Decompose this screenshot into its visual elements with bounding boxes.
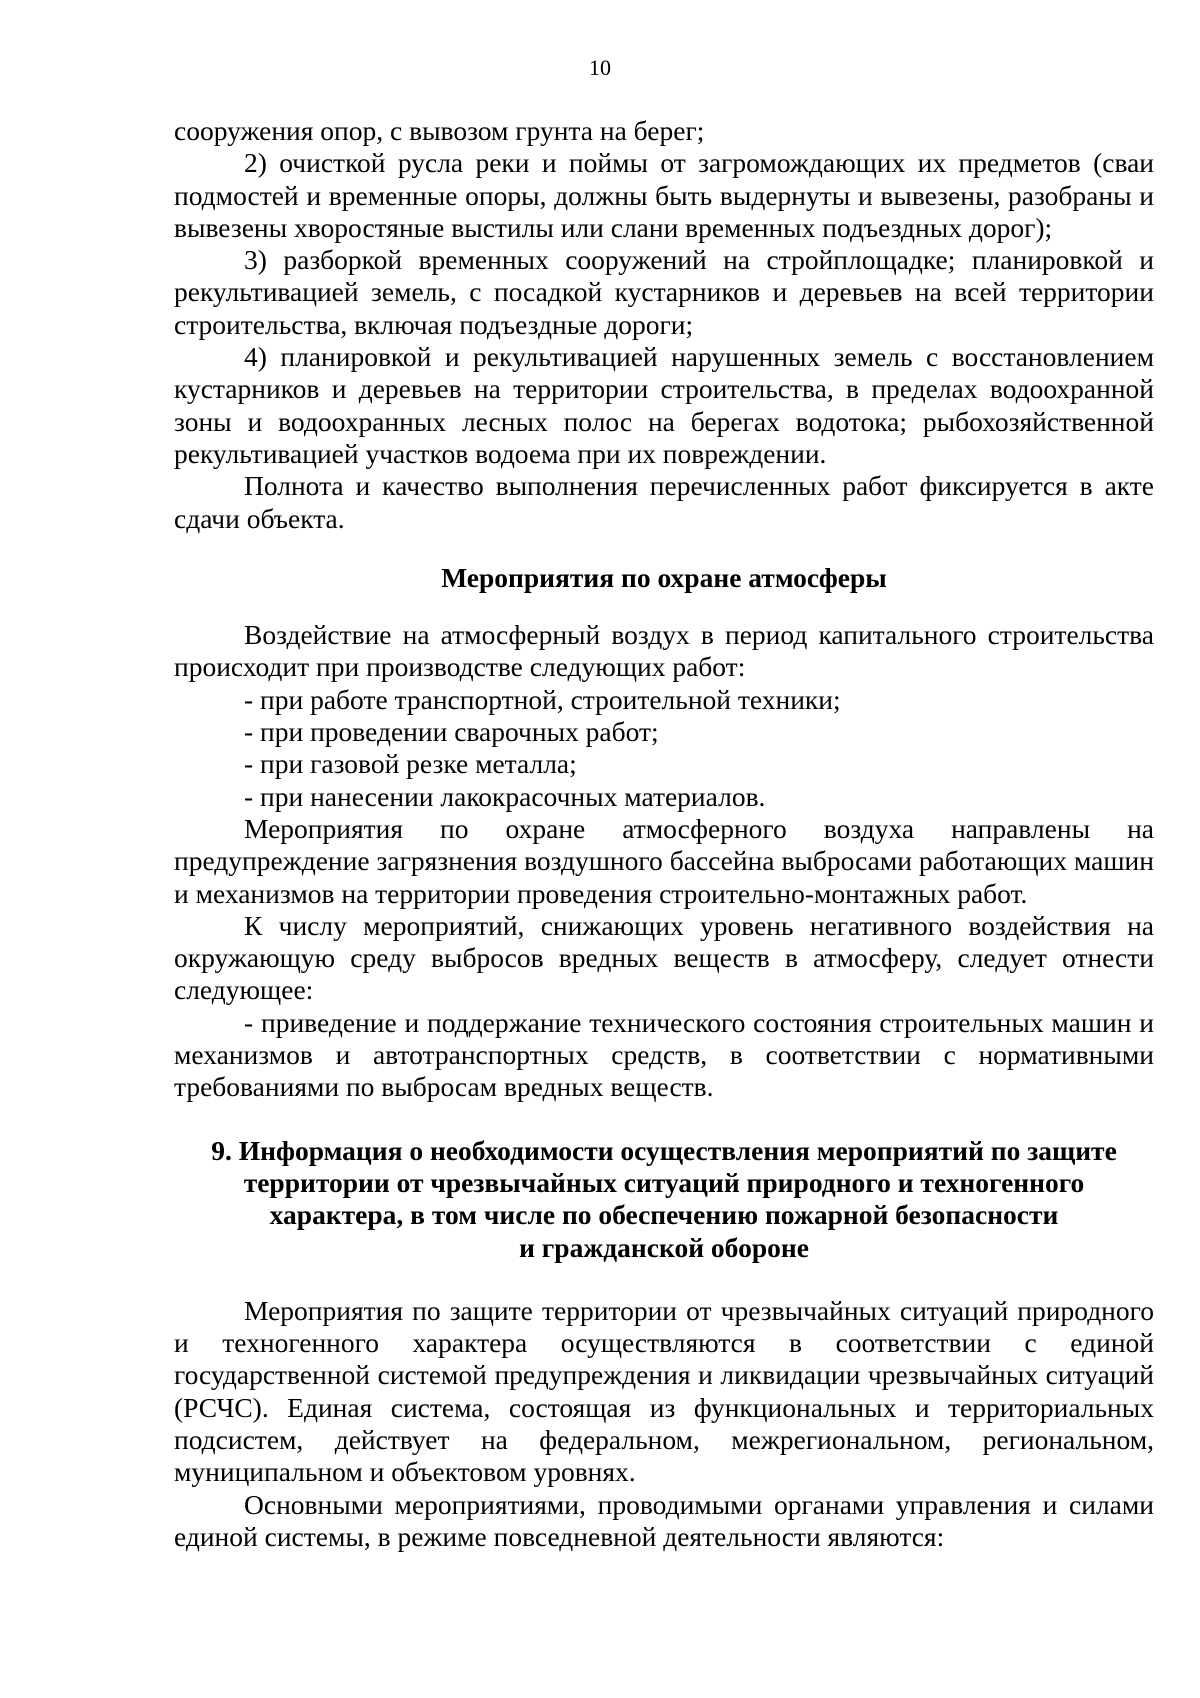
- list-item: - при газовой резке металла;: [244, 748, 577, 780]
- list-item: - при работе транспортной, строительной техники;: [244, 683, 841, 715]
- list-item: - при нанесении лакокрасочных материалов.: [244, 780, 766, 812]
- section-heading-line: 9. Информация о необходимости осуществления мероприятий по защите: [211, 1134, 1117, 1166]
- page-number: 10: [589, 55, 611, 80]
- list-item: - приведение и поддержание технического состояния строительных машин и механизмов и автотранспортных средств, в соответствии с нормативными требованиями по выбросам вредных веществ.: [174, 1006, 1154, 1103]
- paragraph: Мероприятия по защите территории от чрезвычайных ситуаций природного и техногенного характера осуществляются в соответствии с единой государственной системой предупреждения и ликвидации чрезвычайных ситуаций (РСЧС). Единая система, состоящая из функциональных и территориальных подсистем, действует на федеральном, межрегиональном, региональном, муниципальном и объектовом уровнях.: [174, 1294, 1154, 1488]
- paragraph: Мероприятия по охране атмосферного воздуха направлены на предупреждение загрязнения воздушного бассейна выбросами работающих машин и механизмов на территории проведения строительно-монтажных работ.: [174, 812, 1154, 909]
- list-item: - при проведении сварочных работ;: [244, 716, 659, 748]
- section-heading-line: и гражданской обороне: [519, 1231, 809, 1263]
- paragraph: Основными мероприятиями, проводимыми органами управления и силами единой системы, в режиме повседневной деятельности являются:: [174, 1488, 1154, 1552]
- section-heading-line: территории от чрезвычайных ситуаций природного и техногенного: [243, 1166, 1085, 1198]
- section-heading-atmosphere: Мероприятия по охране атмосферы: [441, 561, 887, 593]
- paragraph: 4) планировкой и рекультивацией нарушенных земель с восстановлением кустарников и деревьев на территории строительства, в пределах водоохранной зоны и водоохранных лесных полос на берегах водотока; рыбохозяйственной рекультивацией участков водоема при их повреждении.: [174, 341, 1154, 469]
- paragraph: Полнота и качество выполнения перечисленных работ фиксируется в акте сдачи объекта.: [174, 470, 1154, 534]
- section-heading-line: характера, в том числе по обеспечению пожарной безопасности: [269, 1199, 1059, 1231]
- paragraph: 3) разборкой временных сооружений на стройплощадке; планировкой и рекультивацией земель, с посадкой кустарников и деревьев на всей территории строительства, включая подъездные дороги;: [174, 244, 1154, 340]
- paragraph: сооружения опор, с вывозом грунта на берег;: [174, 115, 705, 146]
- paragraph: Воздействие на атмосферный воздух в период капитального строительства происходит при производстве следующих работ:: [174, 619, 1154, 683]
- paragraph: К числу мероприятий, снижающих уровень негативного воздействия на окружающую среду выбросов вредных веществ в атмосферу, следует отнести следующее:: [174, 909, 1154, 1006]
- page-content: [174, 115, 1154, 1553]
- section-heading-9: [174, 1135, 1154, 1264]
- paragraph: 2) очисткой русла реки и поймы от загромождающих их предметов (сваи подмостей и временные опоры, должны быть выдернуты и вывезены, разобраны и вывезены хворостяные выстилы или слани временных подъездных дорог);: [174, 147, 1154, 243]
